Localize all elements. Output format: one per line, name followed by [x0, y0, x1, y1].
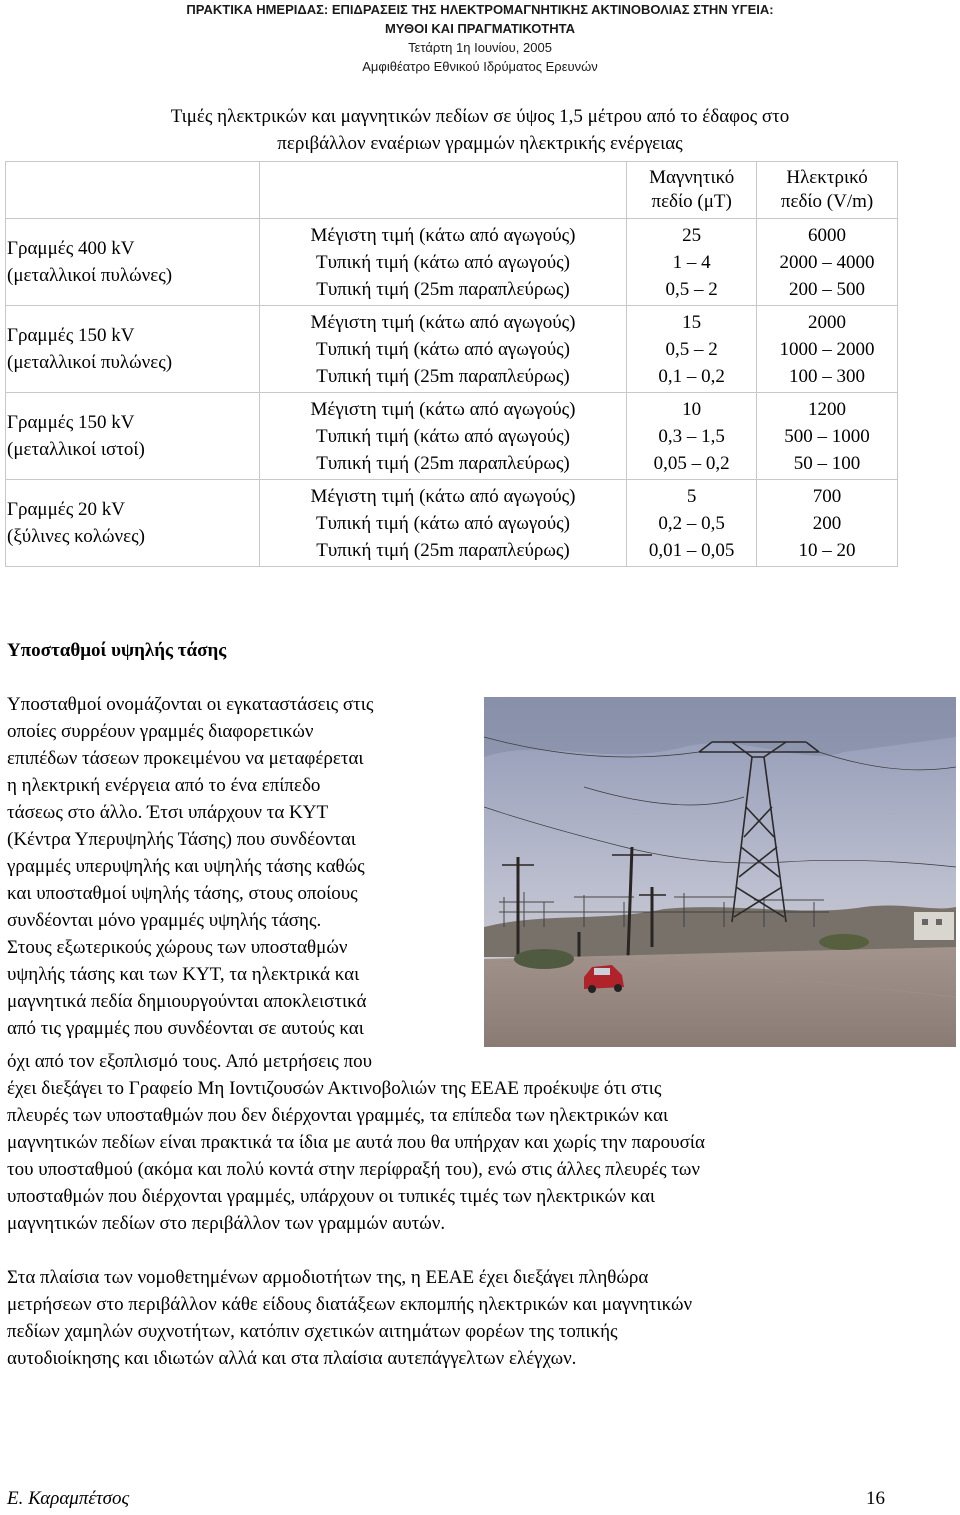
line-type-cell	[6, 480, 260, 567]
electric-value: 1000 – 2000	[779, 338, 875, 360]
measure-cell	[259, 393, 626, 480]
paragraph-line: μαγνητικά πεδία δημιουργούνται αποκλειστικά	[7, 991, 367, 1012]
electric-value: 10 – 20	[798, 539, 856, 561]
electric-value: 100 – 300	[789, 365, 866, 387]
paragraph-line: μαγνητικών πεδίων είναι πρακτικά τα ίδια με αυτά που θα υπήρχαν και χωρίς την παρουσία	[7, 1132, 705, 1153]
line-type-cell	[6, 306, 260, 393]
measure-cell	[259, 480, 626, 567]
magnetic-value: 15	[682, 311, 702, 333]
magnetic-value: 0,3 – 1,5	[658, 425, 725, 447]
measure-label: Τυπική τιμή (κάτω από αγωγούς)	[316, 425, 570, 447]
measure-cell	[259, 219, 626, 306]
electric-header-line-2: πεδίο (V/m)	[780, 191, 874, 212]
table-row	[6, 480, 898, 567]
measure-label: Τυπική τιμή (25m παραπλεύρως)	[316, 365, 570, 387]
magnetic-header-line-2: πεδίο (μT)	[651, 191, 732, 212]
line-type: Γραμμές 150 kV	[7, 412, 135, 433]
electric-value: 1200	[808, 398, 847, 420]
measure-label: Τυπική τιμή (25m παραπλεύρως)	[316, 539, 570, 561]
magnetic-value: 0,1 – 0,2	[658, 365, 725, 387]
magnetic-value: 0,01 – 0,05	[648, 539, 735, 561]
electric-cell	[757, 306, 898, 393]
measure-label: Μέγιστη τιμή (κάτω από αγωγούς)	[310, 224, 576, 246]
substation-paragraph-continued	[7, 1075, 907, 1237]
table-header-empty-2	[259, 162, 626, 219]
measure-label: Τυπική τιμή (25m παραπλεύρως)	[316, 278, 570, 300]
paragraph-line: γραμμές υπερυψηλής και υψηλής τάσης καθώς	[7, 856, 365, 877]
paragraph-line: συνδέονται μόνο γραμμές υψηλής τάσης.	[7, 910, 322, 931]
measure-cell	[259, 306, 626, 393]
electric-value: 500 – 1000	[784, 425, 870, 447]
line-type-cell	[6, 219, 260, 306]
measure-label: Μέγιστη τιμή (κάτω από αγωγούς)	[310, 398, 576, 420]
magnetic-value: 1 – 4	[672, 251, 711, 273]
table-row	[6, 393, 898, 480]
measure-label: Μέγιστη τιμή (κάτω από αγωγούς)	[310, 485, 576, 507]
paragraph-line: Υποσταθμοί ονομάζονται οι εγκαταστάσεις στις	[7, 694, 374, 715]
header-line-1: ΠΡΑΚΤΙΚΑ ΗΜΕΡΙΔΑΣ: ΕΠΙΔΡΑΣΕΙΣ ΤΗΣ ΗΛΕΚΤΡΟΜΑΓΝΗΤΙΚΗΣ ΑΚΤΙΝΟΒΟΛΙΑΣ ΣΤΗΝ ΥΓΕΙΑ:	[186, 2, 774, 17]
table-row	[6, 306, 898, 393]
measure-label: Τυπική τιμή (κάτω από αγωγούς)	[316, 512, 570, 534]
paragraph-line: οποίες συρρέουν γραμμές διαφορετικών	[7, 721, 314, 742]
paragraph-line: και υποσταθμοί υψηλής τάσης, στους οποίους	[7, 883, 358, 904]
line-type: Γραμμές 150 kV	[7, 325, 135, 346]
table-caption-line-2: περιβάλλον εναέριων γραμμών ηλεκτρικής ενέργειας	[277, 133, 683, 154]
magnetic-value: 0,5 – 2	[665, 278, 718, 300]
table-row	[6, 219, 898, 306]
table-header-magnetic	[627, 162, 757, 219]
table-caption	[0, 103, 960, 157]
electric-cell	[757, 480, 898, 567]
electric-value: 700	[812, 485, 842, 507]
line-support: (ξύλινες κολώνες)	[7, 526, 145, 547]
electric-value: 50 – 100	[793, 452, 861, 474]
table-caption-line-1: Τιμές ηλεκτρικών και μαγνητικών πεδίων σε ύψος 1,5 μέτρου από το έδαφος στο	[170, 106, 790, 127]
paragraph-line: από τις γραμμές που συνδέονται σε αυτούς και	[7, 1018, 364, 1039]
page-number: 16	[866, 1488, 885, 1509]
measure-label: Τυπική τιμή (25m παραπλεύρως)	[316, 452, 570, 474]
magnetic-cell	[627, 480, 757, 567]
paragraph-line: η ηλεκτρική ενέργεια από το ένα επίπεδο	[7, 775, 321, 796]
paragraph-line: μετρήσεων στο περιβάλλον κάθε είδους διατάξεων εκπομπής ηλεκτρικών και μαγνητικών	[7, 1294, 693, 1315]
header-venue: Αμφιθέατρο Εθνικού Ιδρύματος Ερευνών	[362, 59, 598, 74]
line-type-cell	[6, 393, 260, 480]
magnetic-value: 0,2 – 0,5	[658, 512, 725, 534]
line-type: Γραμμές 20 kV	[7, 499, 126, 520]
paragraph-line: έχει διεξάγει το Γραφείο Μη Ιοντιζουσών Ακτινοβολιών της ΕΕΑΕ προέκυψε ότι στις	[7, 1078, 662, 1099]
paragraph-line: επιπέδων τάσεων προκειμένου να μεταφέρεται	[7, 748, 364, 769]
magnetic-header-line-1: Μαγνητικό	[649, 167, 735, 188]
magnetic-value: 5	[686, 485, 697, 507]
header-date: Τετάρτη 1η Ιουνίου, 2005	[408, 40, 552, 55]
line-support: (μεταλλικοί πυλώνες)	[7, 352, 173, 373]
magnetic-value: 0,05 – 0,2	[653, 452, 730, 474]
document-header	[0, 0, 960, 76]
header-line-2: ΜΥΘΟΙ ΚΑΙ ΠΡΑΓΜΑΤΙΚΟΤΗΤΑ	[384, 21, 576, 36]
field-values-table	[5, 161, 898, 567]
electric-value: 200	[812, 512, 842, 534]
magnetic-cell	[627, 393, 757, 480]
table-header-empty	[6, 162, 260, 219]
paragraph-line: τάσεως στο άλλο. Έτσι υπάρχουν τα ΚΥΤ	[7, 802, 329, 823]
electric-value: 2000	[808, 311, 847, 333]
magnetic-value: 0,5 – 2	[665, 338, 718, 360]
footer-author: Ε. Καραμπέτσος	[7, 1488, 130, 1509]
paragraph-line: του υποσταθμού (ακόμα και πολύ κοντά στην περίφραξή του), ενώ στις άλλες πλευρές των	[7, 1159, 700, 1180]
line-support: (μεταλλικοί ιστοί)	[7, 439, 145, 460]
paragraph-line: μαγνητικών πεδίων στο περιβάλλον των γραμμών αυτών.	[7, 1213, 446, 1234]
magnetic-value: 10	[682, 398, 702, 420]
electric-cell	[757, 219, 898, 306]
paragraph-line: όχι από τον εξοπλισμό τους. Από μετρήσεις που	[7, 1051, 373, 1072]
electric-value: 6000	[808, 224, 847, 246]
magnetic-cell	[627, 306, 757, 393]
magnetic-value: 25	[682, 224, 702, 246]
measure-label: Τυπική τιμή (κάτω από αγωγούς)	[316, 338, 570, 360]
measurements-paragraph	[7, 1264, 907, 1372]
paragraph-line: πεδίων χαμηλών συχνοτήτων, κατόπιν σχετικών αιτημάτων φορέων της τοπικής	[7, 1321, 618, 1342]
substation-paragraph	[7, 691, 477, 1042]
magnetic-cell	[627, 219, 757, 306]
table-header-electric	[757, 162, 898, 219]
paragraph-line: πλευρές των υποσταθμών που δεν διέρχονται γραμμές, τα επίπεδα των ηλεκτρικών και	[7, 1105, 669, 1126]
substation-photo	[484, 697, 956, 1047]
paragraph-line: αυτοδιοίκησης και ιδιωτών αλλά και στα πλαίσια αυτεπάγγελτων ελέγχων.	[7, 1348, 577, 1369]
paragraph-line: Στα πλαίσια των νομοθετημένων αρμοδιοτήτων της, η ΕΕΑΕ έχει διεξάγει πληθώρα	[7, 1267, 649, 1288]
electric-value: 2000 – 4000	[779, 251, 875, 273]
electric-cell	[757, 393, 898, 480]
paragraph-line: υποσταθμών που διέρχονται γραμμές, υπάρχουν οι τυπικές τιμές των ηλεκτρικών και	[7, 1186, 655, 1207]
paragraph-line: Στους εξωτερικούς χώρους των υποσταθμών	[7, 937, 348, 958]
paragraph-line: υψηλής τάσης και των ΚΥΤ, τα ηλεκτρικά και	[7, 964, 360, 985]
paragraph-line: (Κέντρα Υπερυψηλής Τάσης) που συνδέονται	[7, 829, 356, 850]
line-support: (μεταλλικοί πυλώνες)	[7, 265, 173, 286]
section-title: Υποσταθμοί υψηλής τάσης	[7, 640, 227, 661]
table-header-row	[6, 162, 898, 219]
measure-label: Μέγιστη τιμή (κάτω από αγωγούς)	[310, 311, 576, 333]
line-type: Γραμμές 400 kV	[7, 238, 135, 259]
electric-header-line-1: Ηλεκτρικό	[786, 167, 868, 188]
measure-label: Τυπική τιμή (κάτω από αγωγούς)	[316, 251, 570, 273]
electric-value: 200 – 500	[789, 278, 866, 300]
